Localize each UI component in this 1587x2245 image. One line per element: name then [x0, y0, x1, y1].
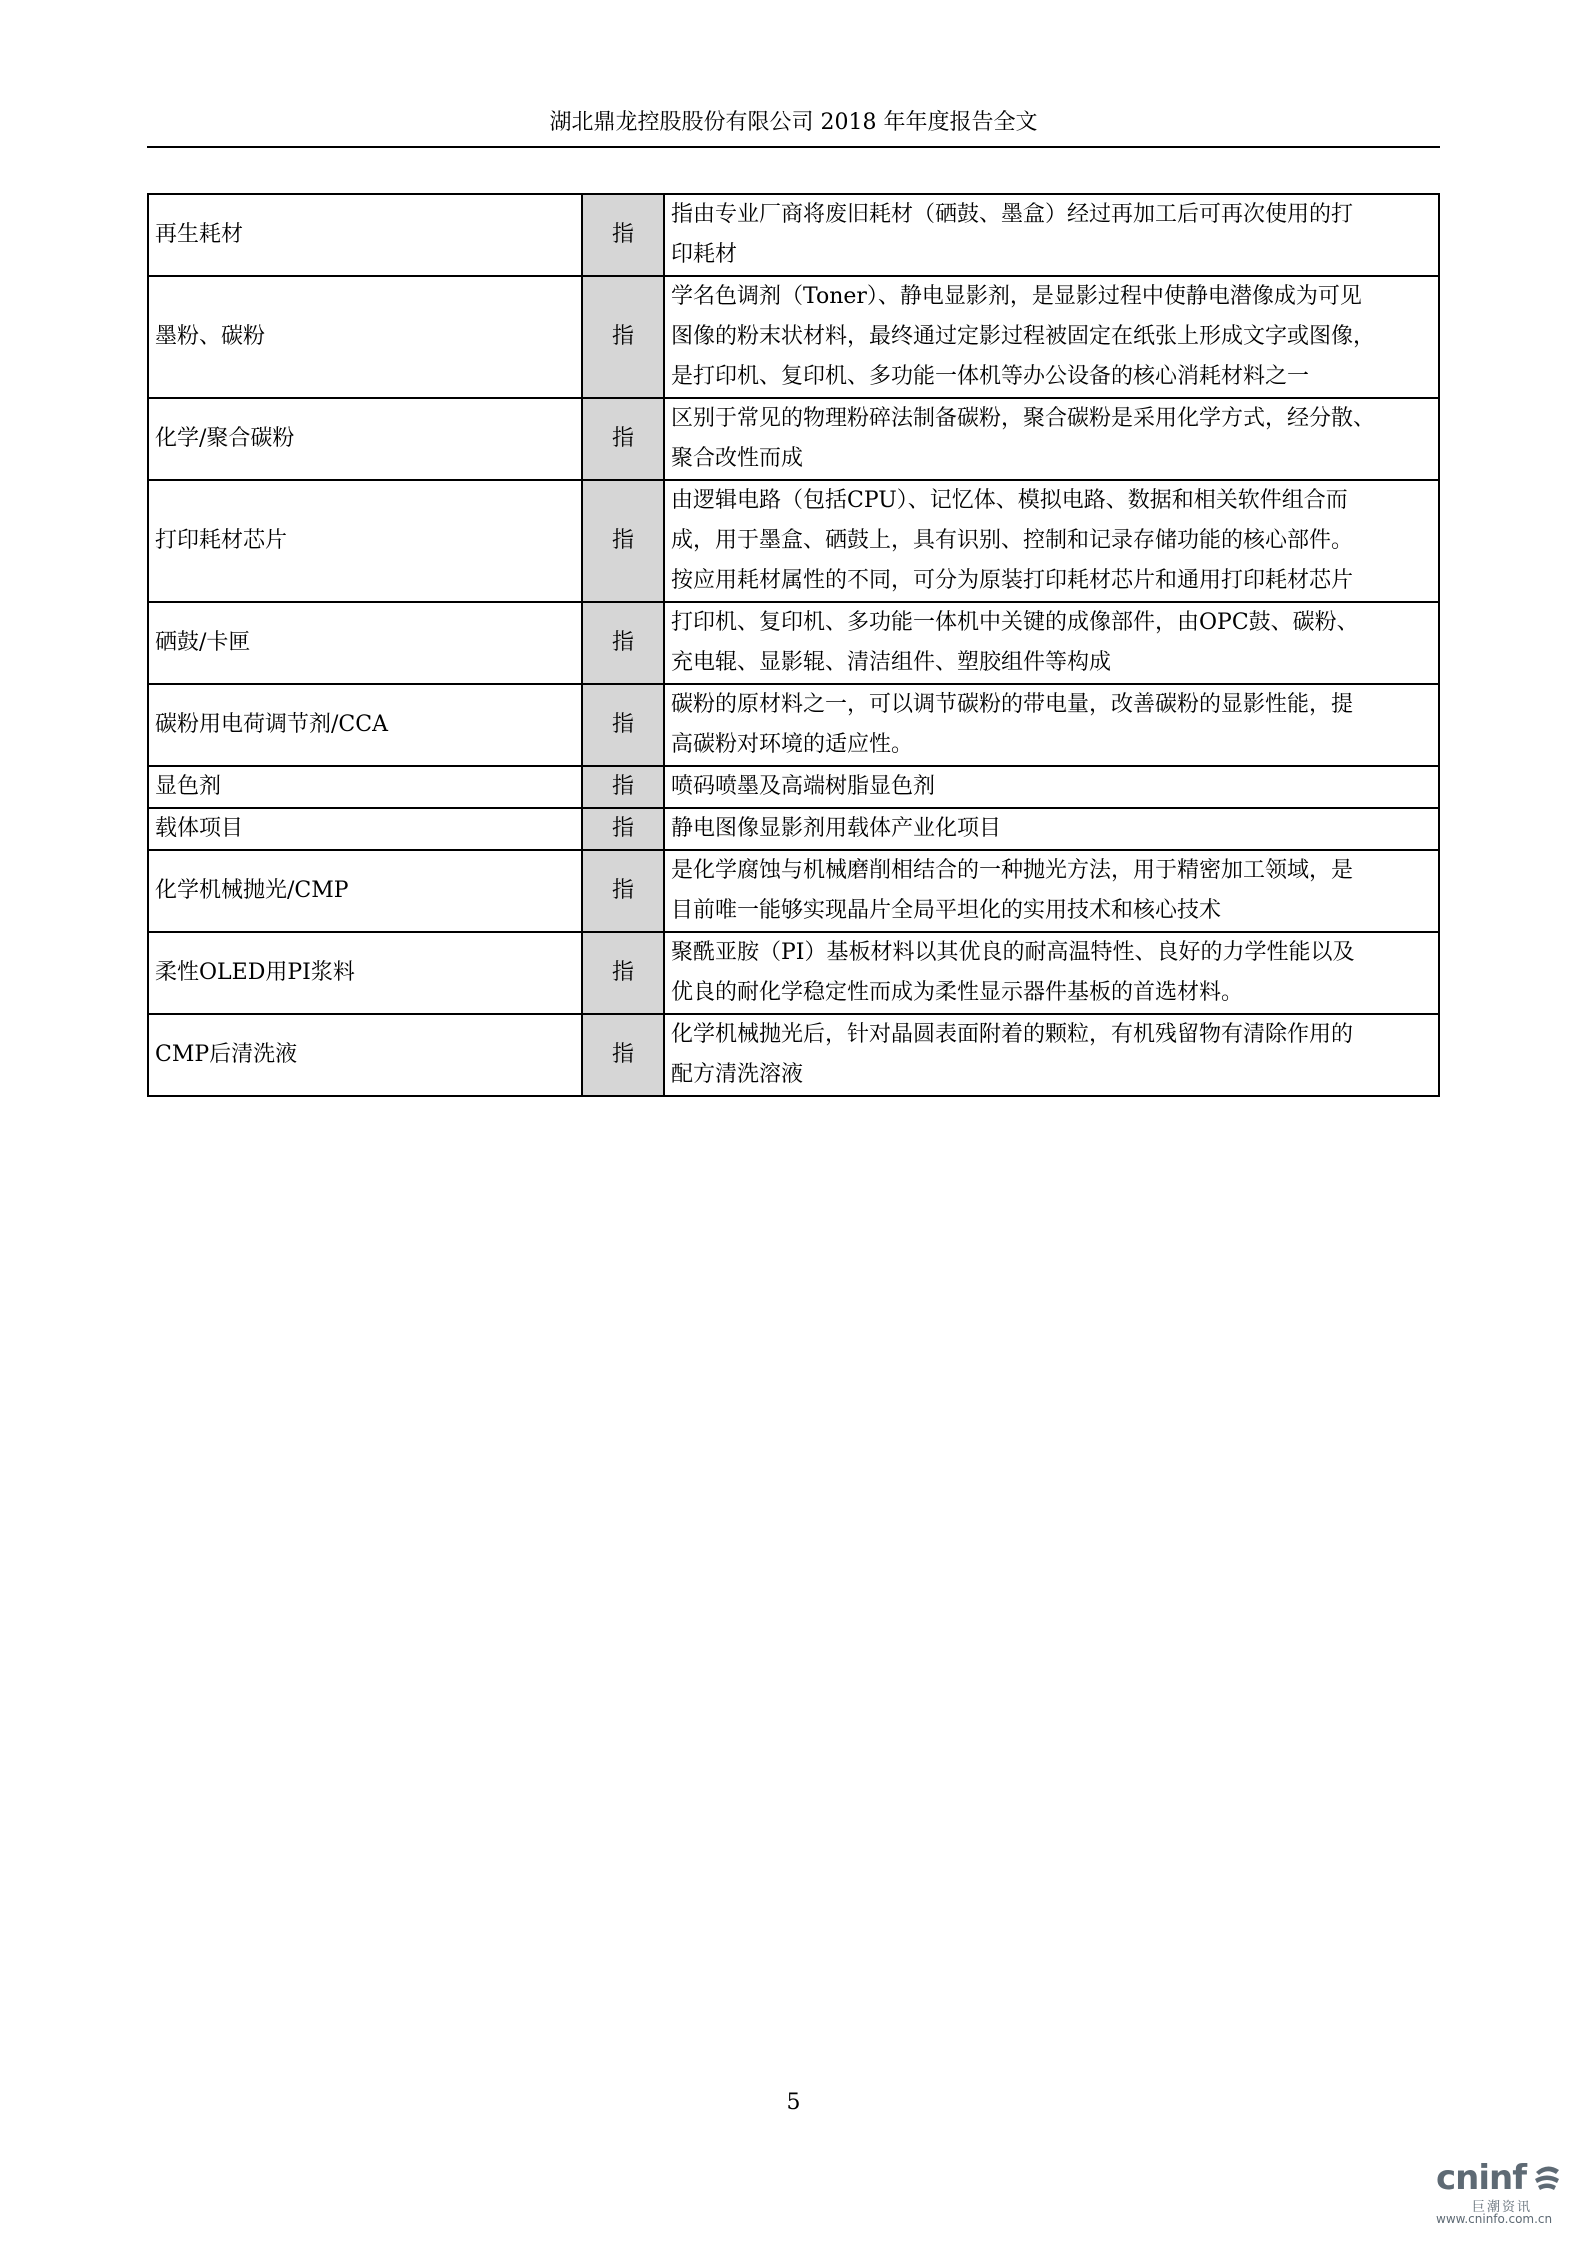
definition-row [148, 480, 1439, 602]
definition-term: CMP后清洗液 [148, 1014, 582, 1096]
description-line: 打印机、复印机、多功能一体机中关键的成像部件，由OPC鼓、碳粉、 [671, 610, 1359, 635]
definition-row [148, 602, 1439, 684]
definition-row [148, 194, 1439, 276]
definition-marker: 指 [582, 194, 664, 276]
definition-description [664, 932, 1439, 1014]
definition-term: 载体项目 [148, 808, 582, 850]
definition-term: 碳粉用电荷调节剂/CCA [148, 684, 582, 766]
description-line: 图像的粉末状材料，最终通过定影过程被固定在纸张上形成文字或图像， [671, 324, 1376, 349]
definition-term: 柔性OLED用PI浆料 [148, 932, 582, 1014]
definition-marker: 指 [582, 602, 664, 684]
definition-term: 化学机械抛光/CMP [148, 850, 582, 932]
description-line: 学名色调剂（Toner）、静电显影剂，是显影过程中使静电潜像成为可见 [671, 284, 1362, 309]
logo-wordmark: cninf [1436, 2158, 1527, 2198]
description-line: 是打印机、复印机、多功能一体机等办公设备的核心消耗材料之一 [671, 364, 1310, 389]
definition-row [148, 276, 1439, 398]
description-line: 碳粉的原材料之一，可以调节碳粉的带电量，改善碳粉的显影性能，提 [671, 692, 1354, 717]
definition-marker: 指 [582, 808, 664, 850]
definition-row [148, 398, 1439, 480]
page-header: 湖北鼎龙控股股份有限公司 2018 年年度报告全文 [549, 110, 1038, 135]
description-line: 高碳粉对环境的适应性。 [671, 732, 914, 757]
logo-swirl-icon [1532, 2162, 1562, 2192]
description-line: 印耗材 [671, 242, 738, 267]
definition-marker: 指 [582, 398, 664, 480]
description-line: 充电辊、显影辊、清洁组件、塑胶组件等构成 [671, 650, 1112, 675]
description-line: 按应用耗材属性的不同，可分为原装打印耗材芯片和通用打印耗材芯片 [671, 568, 1354, 593]
definition-marker: 指 [582, 932, 664, 1014]
description-line: 聚酰亚胺（PI）基板材料以其优良的耐高温特性、良好的力学性能以及 [671, 940, 1355, 965]
description-line: 优良的耐化学稳定性而成为柔性显示器件基板的首选材料。 [671, 980, 1244, 1005]
definition-description [664, 276, 1439, 398]
definition-term: 再生耗材 [148, 194, 582, 276]
definition-description [664, 684, 1439, 766]
logo-chinese-name: 巨潮资讯 [1472, 2200, 1533, 2215]
description-line: 指由专业厂商将废旧耗材（硒鼓、墨盒）经过再加工后可再次使用的打 [671, 202, 1354, 227]
definition-term: 化学/聚合碳粉 [148, 398, 582, 480]
definition-marker: 指 [582, 766, 664, 808]
definition-description [664, 1014, 1439, 1096]
definition-marker: 指 [582, 684, 664, 766]
description-line: 化学机械抛光后，针对晶圆表面附着的颗粒，有机残留物有清除作用的 [671, 1022, 1354, 1047]
description-line: 成，用于墨盒、硒鼓上，具有识别、控制和记录存储功能的核心部件。 [671, 528, 1354, 553]
logo-url: www.cninfo.com.cn [1436, 2212, 1553, 2226]
definition-row [148, 684, 1439, 766]
cninfo-logo [1436, 2158, 1566, 2228]
description-line: 静电图像显影剂用载体产业化项目 [671, 816, 1002, 841]
description-line: 是化学腐蚀与机械磨削相结合的一种抛光方法，用于精密加工领域，是 [671, 858, 1354, 883]
definition-description [664, 766, 1439, 808]
description-line: 由逻辑电路（包括CPU）、记忆体、模拟电路、数据和相关软件组合而 [671, 488, 1348, 513]
description-line: 配方清洗溶液 [671, 1062, 804, 1087]
definition-term: 硒鼓/卡匣 [148, 602, 582, 684]
definition-description [664, 398, 1439, 480]
definition-term: 墨粉、碳粉 [148, 276, 582, 398]
page-number: 5 [786, 2090, 801, 2115]
definition-row [148, 850, 1439, 932]
definition-row [148, 1014, 1439, 1096]
definition-description [664, 480, 1439, 602]
definition-marker: 指 [582, 1014, 664, 1096]
definition-marker: 指 [582, 850, 664, 932]
definition-description [664, 194, 1439, 276]
definition-row [148, 766, 1439, 808]
definition-description [664, 850, 1439, 932]
definition-term: 显色剂 [148, 766, 582, 808]
definitions-table [147, 193, 1440, 1097]
definition-row [148, 808, 1439, 850]
description-line: 聚合改性而成 [671, 446, 804, 471]
description-line: 目前唯一能够实现晶片全局平坦化的实用技术和核心技术 [671, 898, 1222, 923]
header-divider [147, 146, 1440, 148]
definition-marker: 指 [582, 480, 664, 602]
definition-marker: 指 [582, 276, 664, 398]
description-line: 区别于常见的物理粉碎法制备碳粉，聚合碳粉是采用化学方式，经分散、 [671, 406, 1376, 431]
description-line: 喷码喷墨及高端树脂显色剂 [671, 774, 936, 799]
definition-term: 打印耗材芯片 [148, 480, 582, 602]
definition-description [664, 808, 1439, 850]
definition-row [148, 932, 1439, 1014]
definition-description [664, 602, 1439, 684]
